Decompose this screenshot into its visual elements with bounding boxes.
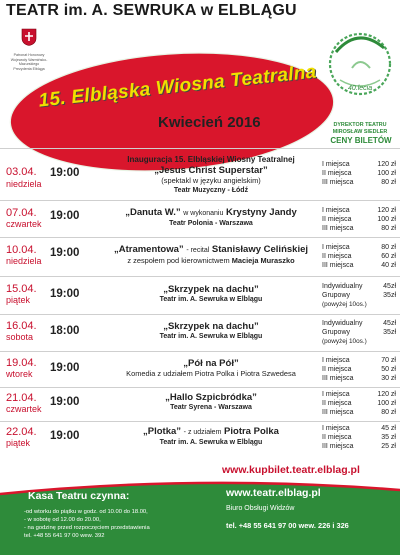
event-connector: w wykonaniu	[183, 210, 224, 217]
box-office-title: Kasa Teatru czynna:	[28, 490, 130, 502]
event-day: czwartek	[6, 219, 42, 229]
event-time: 19:00	[50, 288, 80, 300]
price-note: (powyżej 10os.)	[322, 338, 367, 345]
hours-line: - na godzinę przed rozpoczęciem przedstawienia	[24, 525, 150, 531]
event-date: 07.04.	[6, 207, 37, 219]
price-line: II miejsca 60 zł	[322, 253, 396, 260]
price-line: Grupowy 35zł	[322, 292, 396, 299]
divider	[0, 387, 400, 388]
event-prices	[322, 243, 396, 270]
event-title: „Skrzypek na dachu”	[163, 284, 259, 295]
event-day: niedziela	[6, 179, 42, 189]
event-venue: Teatr im. A. Sewruka w Elblągu	[159, 439, 263, 446]
audience-office-phone: tel. +48 55 641 97 00 wew. 226 i 326	[226, 521, 349, 530]
event-title-line	[100, 426, 322, 438]
event-performer: Piotra Polka	[224, 426, 279, 437]
director-name: MIROSŁAW SIEDLER	[332, 129, 388, 135]
price-line: III miejsca 25 zł	[322, 443, 396, 450]
event-day: piątek	[6, 438, 31, 448]
patron-line: Prezydenta Elbląga	[13, 66, 45, 71]
event-date: 15.04.	[6, 283, 37, 295]
event-venue: Komedia z udziałem Piotra Polka i Piotra Szwedesa	[126, 369, 296, 378]
hours-line: -od wtorku do piątku w godz. od 10.00 do 18.00,	[24, 509, 148, 515]
festival-name: 15. Elbląska Wiosna Teatralna	[37, 61, 318, 112]
price-line: I miejsca 120 zł	[322, 207, 396, 214]
patron-line: Patronat Honorowy	[13, 53, 45, 57]
event-row	[0, 423, 400, 466]
event-description	[100, 358, 322, 379]
audience-office-label: Biuro Obsługi Widzów	[226, 505, 295, 512]
prices-title: CENY BILETÓW	[330, 136, 392, 145]
price-line: II miejsca 100 zł	[322, 400, 396, 407]
event-subline-text: z zespołem pod kierownictwem	[127, 256, 230, 265]
event-time: 18:00	[50, 325, 80, 337]
event-title: „Atramentowa”	[113, 244, 184, 255]
event-date: 21.04.	[6, 392, 37, 404]
event-day: wtorek	[6, 369, 33, 379]
event-prices	[322, 356, 396, 383]
event-prices	[322, 206, 396, 233]
event-row	[0, 150, 400, 193]
event-title-line	[100, 244, 322, 256]
price-line: II miejsca 50 zł	[322, 366, 396, 373]
price-line: I miejsca 120 zł	[322, 391, 396, 398]
ticket-link[interactable]: www.kupbilet.teatr.elblag.pl	[222, 464, 360, 476]
event-performer: Stanisławy Celińskiej	[211, 244, 309, 255]
month-label: Kwiecień 2016	[158, 114, 261, 131]
divider	[0, 314, 400, 315]
price-line: II miejsca 35 zł	[322, 434, 396, 441]
price-line: III miejsca 80 zł	[322, 225, 396, 232]
event-title: „Jesus Christ Superstar”	[154, 165, 268, 176]
event-prices	[322, 160, 396, 187]
event-time: 19:00	[50, 247, 80, 259]
event-description	[100, 155, 322, 196]
event-time: 19:00	[50, 430, 80, 442]
event-description	[100, 321, 322, 342]
event-venue: Teatr Polonia - Warszawa	[169, 220, 253, 227]
event-performer: Krystyny Jandy	[226, 207, 297, 218]
seal-label: 40.lecia	[348, 85, 373, 92]
event-description	[100, 392, 322, 413]
director-block	[320, 122, 400, 136]
event-date: 03.04.	[6, 166, 37, 178]
price-line: Indywidualny 45zł	[322, 320, 396, 327]
price-note: (powyżej 10os.)	[322, 301, 367, 308]
divider	[0, 276, 400, 277]
event-title: „Pół na Pół”	[183, 358, 239, 369]
price-line: I miejsca 45 zł	[322, 425, 396, 432]
event-note: (spektakl w języku angielskim)	[161, 176, 261, 185]
event-time: 19:00	[50, 362, 80, 374]
box-office-hours	[24, 508, 150, 540]
hours-line: tel. +48 55 641 97 00 wew. 392	[24, 533, 105, 539]
event-prices	[322, 319, 396, 346]
patron-line: Wojewody Warmińsko-Mazurskiego	[10, 57, 48, 67]
event-description	[100, 284, 322, 305]
event-title: „Skrzypek na dachu”	[163, 321, 259, 332]
event-prices	[322, 282, 396, 309]
price-line: III miejsca 80 zł	[322, 409, 396, 416]
event-venue: Teatr im. A. Sewruka w Elblągu	[159, 333, 263, 340]
event-description	[100, 244, 322, 266]
price-line: II miejsca 100 zł	[322, 216, 396, 223]
price-line: III miejsca 30 zł	[322, 375, 396, 382]
event-date: 10.04.	[6, 244, 37, 256]
divider	[0, 351, 400, 352]
event-day: niedziela	[6, 256, 42, 266]
event-venue: Teatr im. A. Sewruka w Elblągu	[159, 296, 263, 303]
director-line: DYREKTOR TEATRU	[333, 122, 387, 128]
event-time: 19:00	[50, 167, 80, 179]
event-venue: Teatr Muzyczny - Łódź	[173, 187, 249, 194]
event-prices	[322, 390, 396, 417]
event-day: sobota	[6, 332, 34, 342]
theatre-title: TEATR im. A. SEWRUKA w ELBLĄGU	[6, 2, 297, 19]
event-title: „Danuta W.”	[125, 207, 181, 218]
event-title: „Hallo Szpicbródka”	[165, 392, 257, 403]
price-line: Indywidualny 45zł	[322, 283, 396, 290]
divider	[0, 200, 400, 201]
event-time: 19:00	[50, 396, 80, 408]
event-date: 19.04.	[6, 357, 37, 369]
price-line: II miejsca 100 zł	[322, 170, 396, 177]
event-venue: Teatr Syrena - Warszawa	[170, 404, 252, 411]
divider	[0, 148, 400, 149]
event-date: 22.04.	[6, 426, 37, 438]
event-day: piątek	[6, 295, 31, 305]
event-day: czwartek	[6, 404, 42, 414]
price-line: Grupowy 35zł	[322, 329, 396, 336]
event-intro: Inauguracja 15. Elbląskiej Wiosny Teatralnej	[127, 155, 295, 164]
event-description	[100, 426, 322, 448]
event-leader: Macieja Muraszko	[231, 256, 295, 265]
event-connector: - recital	[186, 247, 210, 254]
divider	[0, 237, 400, 238]
hours-line: - w sobotę od 12.00 do 20.00,	[24, 517, 101, 523]
theatre-website-link[interactable]: www.teatr.elblag.pl	[226, 487, 321, 499]
event-subline	[100, 256, 322, 266]
event-date: 16.04.	[6, 320, 37, 332]
event-description	[100, 207, 322, 229]
event-prices	[322, 424, 396, 451]
event-time: 19:00	[50, 210, 80, 222]
price-line: III miejsca 40 zł	[322, 262, 396, 269]
price-line: I miejsca 80 zł	[322, 244, 396, 251]
event-title-line	[100, 207, 322, 219]
event-connector: - z udziałem	[183, 429, 222, 436]
price-line: I miejsca 70 zł	[322, 357, 396, 364]
price-line: I miejsca 120 zł	[322, 161, 396, 168]
divider	[0, 421, 400, 422]
price-line: III miejsca 80 zł	[322, 179, 396, 186]
event-title: „Plotka”	[143, 426, 182, 437]
